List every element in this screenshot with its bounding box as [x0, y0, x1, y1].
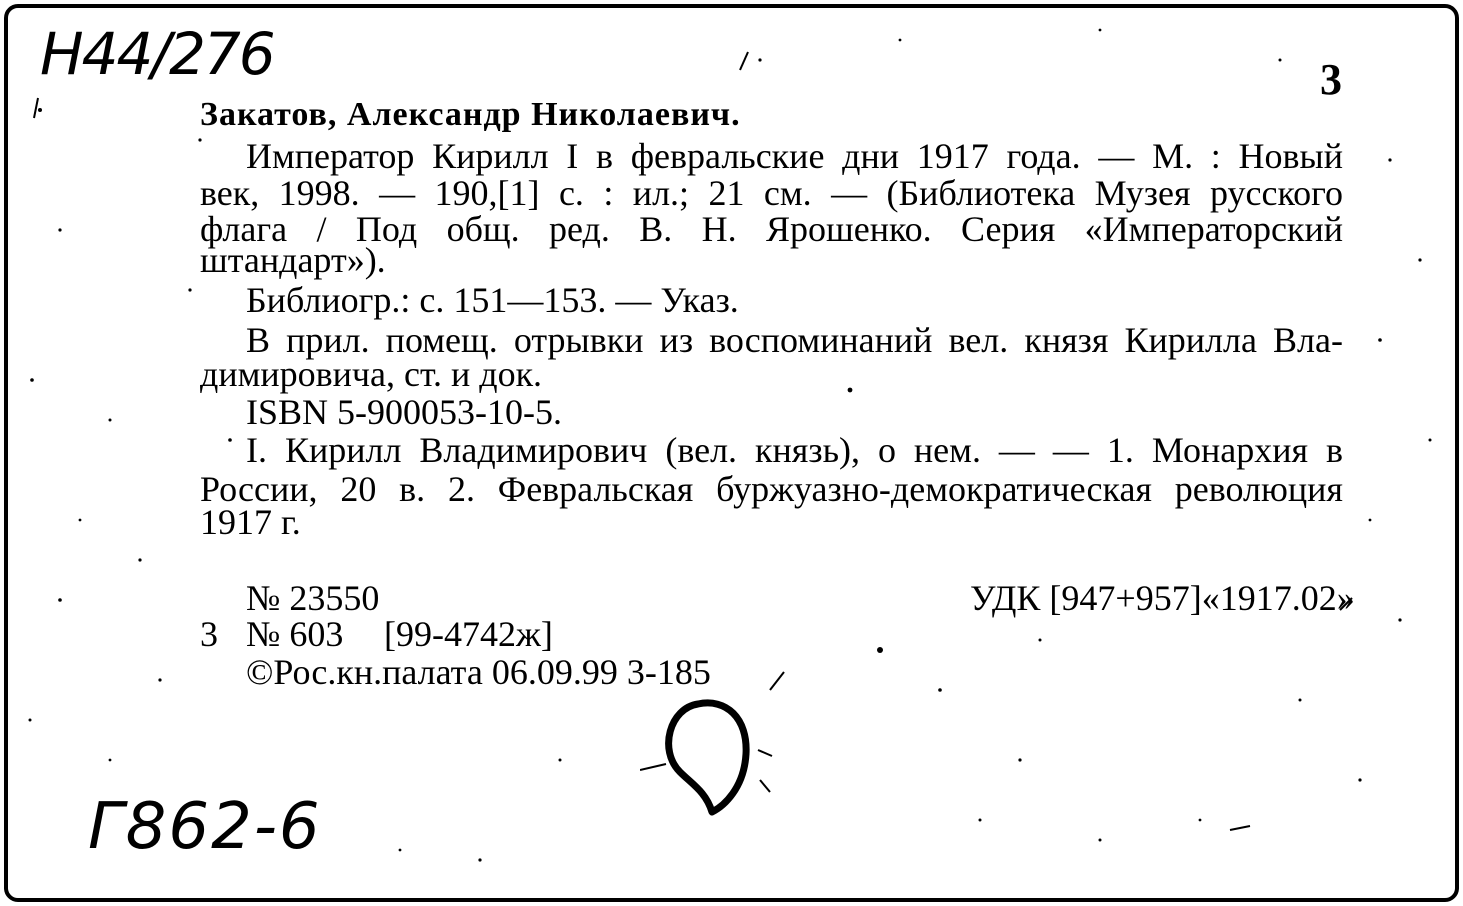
title-line-4: штандарт»).	[200, 240, 386, 280]
author-heading: Закатов, Александр Николаевич.	[200, 96, 741, 133]
appendix-line-2: димировича, ст. и док.	[200, 354, 543, 394]
title-line-3: флага / Под общ. ред. В. Н. Ярошенко. Серия «Императорский	[200, 209, 1343, 249]
isbn: ISBN 5-900053-10-5.	[246, 392, 562, 432]
handwritten-inventory-number: Н44/276	[40, 20, 274, 88]
subjects-line-3: 1917 г.	[200, 502, 301, 542]
title-line-2: век, 1998. — 190,[1] с. : ил.; 21 см. — (Библиотека Музея русского	[200, 173, 1343, 213]
udc-code: УДК [947+957]«1917.02»	[970, 578, 1355, 618]
appendix-line-1: В прил. помещ. отрывки из воспоминаний вел. князя Кирилла Вла-	[246, 320, 1343, 360]
bibliography-note: Библиогр.: с. 151—153. — Указ.	[246, 280, 739, 320]
subjects-line-2: России, 20 в. 2. Февральская буржуазно-демократическая революция	[200, 469, 1343, 509]
title-line-1: Император Кирилл I в февральские дни 1917 года. — М. : Новый	[246, 136, 1343, 176]
book-chamber-line: ©Рос.кн.палата 06.09.99 3-185	[246, 652, 711, 692]
punch-hole-mark	[640, 680, 780, 840]
record-number-2-prefix: 3	[200, 614, 218, 654]
subjects-line-1: I. Кирилл Владимирович (вел. князь), о нем. — — 1. Монархия в	[246, 430, 1343, 470]
record-code: [99-4742ж]	[384, 614, 553, 654]
record-number-2: № 603	[246, 614, 344, 654]
handwritten-shelf-mark: Г862-6	[88, 790, 322, 864]
record-number: № 23550	[246, 578, 380, 618]
page-number: 3	[1320, 55, 1342, 104]
